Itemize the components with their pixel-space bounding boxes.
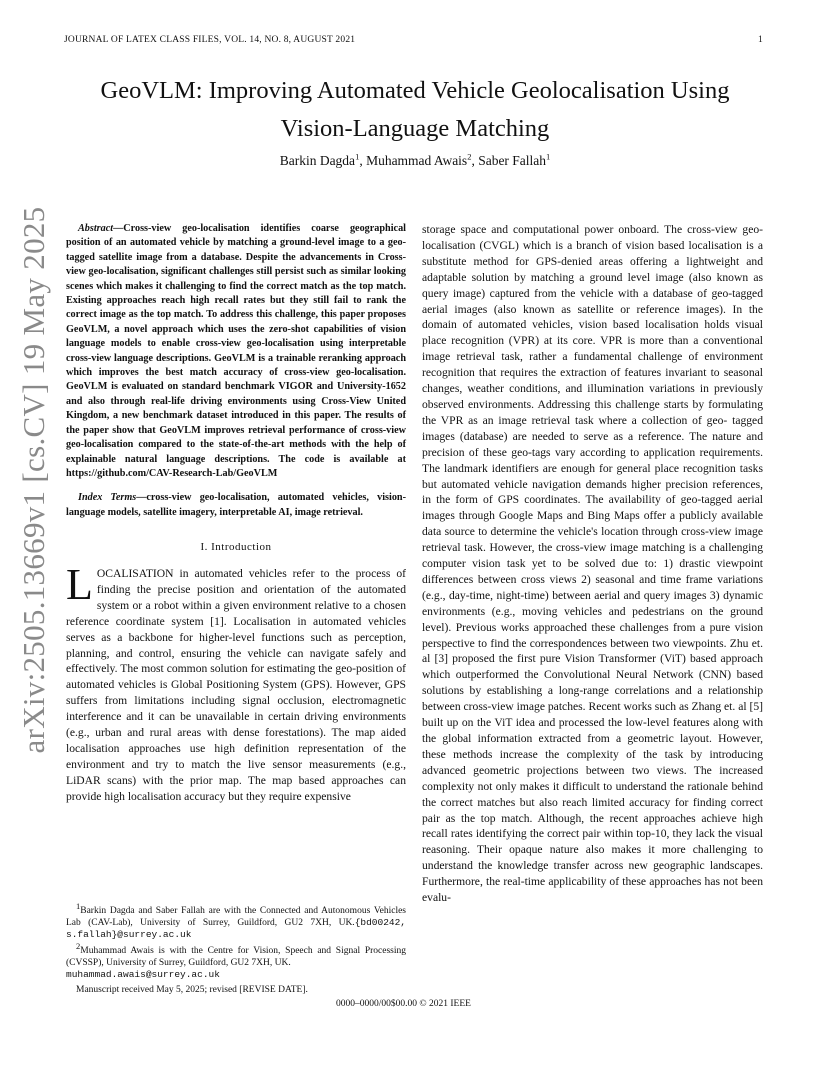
index-terms: Index Terms—cross-view geo-localisation, automated vehicles, vision-language models, satellite imagery, interpretable AI, image retrieval. — [66, 492, 406, 518]
author-affiliation-mark: 2 — [467, 151, 472, 162]
left-column — [66, 222, 406, 805]
footnote-1-text: Barkin Dagda and Saber Fallah are with the Connected and Autonomous Vehicles Lab (CAV-Lab), University of Surrey, Guildford, GU2 7XH, UK. — [66, 906, 406, 929]
intro-paragraph — [66, 560, 406, 805]
index-terms-label: Index Terms — [78, 492, 137, 504]
footnote-1: $^1$Barkin Dagda and Saber Fallah are with the Connected and Autonomous Vehicles Lab (CAV-Lab), University of Surrey, Guildford, GU2 7XH, UK.{bd00242, s.fallah}@surrey.ac.uk — [66, 900, 406, 941]
footnotes — [66, 900, 406, 999]
abstract-label: Abstract — [78, 223, 114, 234]
author-affiliation-mark: 1 — [546, 151, 551, 162]
author-list: Barkin Dagda$^1$, Muhammad Awais$^2$, Saber Fallah$^1$ — [279, 151, 551, 168]
manuscript-note: Manuscript received May 5, 2025; revised [REVISE DATE]. — [76, 985, 308, 996]
footnote-1-email: {bd00242, s.fallah}@surrey.ac.uk — [66, 917, 406, 941]
footnote-2-email: muhammad.awais@surrey.ac.uk — [66, 969, 220, 981]
drop-cap: L — [66, 560, 93, 610]
copyright-line: 0000–0000/00$00.00 © 2021 IEEE — [336, 999, 471, 1009]
author-name: Saber Fallah — [478, 153, 547, 168]
intro-continuation: storage space and computational power onboard. The cross-view geo-localisation (CVGL) which is a branch of vision based localisation is a substitute method for GPS-denied areas offering a lightweight and adaptable solution by matching a ground level image (also known as query image) captured from the vehicle with a database of geo-tagged aerial images (also known as satellite or reference images). In the domain of automated vehicles, vision based localisation holds visual place recognition (VPR) at its core. VPR is more than a conventional image retrieval task, rather a fundamental challenge of environment recognition that requires the extraction of features invariant to seasonal changes, weather conditions, and illumination variations in previously observed environments. Addressing this challenge starts by formulating the VPR as an image retrieval task where a collection of geo- tagged images (database) are needed to serve as a reference. The nature and precision of these geo-tags vary according to application requirements. The landmark identifiers are enough for general place recognition tasks but automated vehicle navigation demands higher precision references, in the form of GPS coordinates. The availability of geo-tagged aerial images through Google Maps and Bing Maps offer a publicly available data source to determine the vehicle's location through cross-view image retrieval task. However, the cross-view image matching is a challenging computer vision task yet to be solved due to: 1) drastic viewpoint differences between cross views 2) seasonal and time frame variations (e.g., day-time, night-time) between aerial and query images 3) dynamic environments (e.g., moving vehicles and pedestrians on the ground level). Previous works approached these challenges from a pure vision perspective to find the correspondences between two viewpoints. Zhu et. al [3] proposed the first pure Vision Transformer (ViT) based approach which outperformed the Convolutional Neural Network (CNN) based solutions by establishing a long-range correlations and a relationship between cross-view image patches. Recent works such as Zhang et. al [5] built up on the ViT idea and processed the low-level features along with the global information extracted from a geometric layout. However, these methods increase the complexity of the task by introducing advanced geometric projections between two views. The increased complexity not only makes it difficult to understand the rationale behind the correct matches but also reach limited accuracy for finding correct pair as the top match. Although, the recent approaches achieve high recall rates identifying the correct pair within top-10, they lack the visual reasoning. Their opaque nature also makes it more challenging to understand the knowledge transfer across new geographic landscapes. Furthermore, the real-time applicability of these approaches has not been evalu- — [422, 223, 763, 905]
author-name: Muhammad Awais — [366, 153, 468, 168]
paper-title: GeoVLM: Improving Automated Vehicle Geolocalisation Using Vision-Language Matching — [100, 77, 730, 142]
abstract-text: Cross-view geo-localisation identifies coarse geographical position of an automated vehicle by matching a ground-level image to a geo-tagged satellite image from a database. Despite the advancements in Cross-view geo-localisation, significant challenges still persist such as similar looking scenes which makes it challenging to find the correct match as the top match. Existing approaches reach high recall rates but they still fail to rank the correct image as the top match. To address this challenge, this paper proposes GeoVLM, a novel approach which uses the zero-shot capabilities of vision language models to enable cross-view geo-localisation using interpretable cross-view language descriptions. GeoVLM is a trainable reranking approach which improves the best match accuracy of cross-view geo-localisation. GeoVLM is evaluated on standard benchmark VIGOR and University-1652 and also through real-life driving environments using Cross-View United Kingdom, a new benchmark dataset introduced in this paper. The results of the paper show that GeoVLM improves retrieval performance of cross-view geo-localisation compared to the state-of-the-art methods with the help of explainable natural language descriptions. The code is available at https://github.com/CAV-Research-Lab/GeoVLM — [66, 223, 406, 479]
index-terms-text: cross-view geo-localisation, automated vehicles, vision-language models, satellite imagery, interpretable AI, image retrieval. — [66, 492, 406, 518]
author-affiliation-mark: 1 — [355, 151, 360, 162]
footnote-2-text: Muhammad Awais is with the Centre for Vision, Speech and Signal Processing (CVSSP), University of Surrey, Guildford, GU2 7XH, UK. — [66, 945, 406, 968]
arxiv-identifier-text: arXiv:2505.13669v1 [cs.CV] 19 May 2025 — [16, 206, 51, 754]
abstract: Abstract—Cross-view geo-localisation identifies coarse geographical position of an automated vehicle by matching a ground-level image to a geo-tagged satellite image from a database. Despite the advancements in Cross-view geo-localisation, significant challenges still persist such as similar looking scenes which makes it challenging to find the correct match as the top match. Existing approaches reach high recall rates but they still fail to rank the correct image as the top match. To address this challenge, this paper proposes GeoVLM, a novel approach which uses the zero-shot capabilities of vision language models to enable cross-view geo-localisation using interpretable cross-view language descriptions. GeoVLM is a trainable reranking approach which improves the best match accuracy of cross-view geo-localisation. GeoVLM is evaluated on standard benchmark VIGOR and University-1652 and also through real-life driving environments using Cross-View United Kingdom, a new benchmark dataset introduced in this paper. The results of the paper show that GeoVLM improves retrieval performance of cross-view geo-localisation compared to the state-of-the-art methods with the help of explainable natural language descriptions. The code is available at https://github.com/CAV-Research-Lab/GeoVLM — [66, 223, 406, 479]
section-heading: I. Introduction — [200, 541, 272, 554]
intro-text: OCALISATION in automated vehicles refer to the process of finding the precise position and orientation of the automated system or a robot within a given environment relative to a chosen reference coordinate system [1]. Localisation in automated vehicles serves as a backbone for higher-level functions such as perception, planning, and control, ensuring the vehicle can navigate safely and effectively. The most common solution for estimating the geo-position of automated vehicles is Global Positioning System (GPS). However, GPS suffers from limitations including signal occlusion, electromagnetic interference and it can be unavailable in certain driving environments (e.g., urban and rural areas with dense forestations). The map aided localisation approaches use high definition representation of the environment and try to match the live sensor measurements (e.g., LiDAR scans) with the prior map. The map based approaches can provide high localisation accuracy but they require expensive — [66, 567, 406, 803]
right-column — [422, 222, 763, 906]
footnote-2: $^2$Muhammad Awais is with the Centre for Vision, Speech and Signal Processing (CVSSP), University of Surrey, Guildford, GU2 7XH, UK. muhammad.awais@surrey.ac.uk — [66, 940, 406, 981]
page-number: 1 — [758, 35, 763, 45]
author-name: Barkin Dagda — [279, 153, 356, 168]
running-head: JOURNAL OF LATEX CLASS FILES, VOL. 14, NO. 8, AUGUST 2021 — [64, 35, 356, 45]
